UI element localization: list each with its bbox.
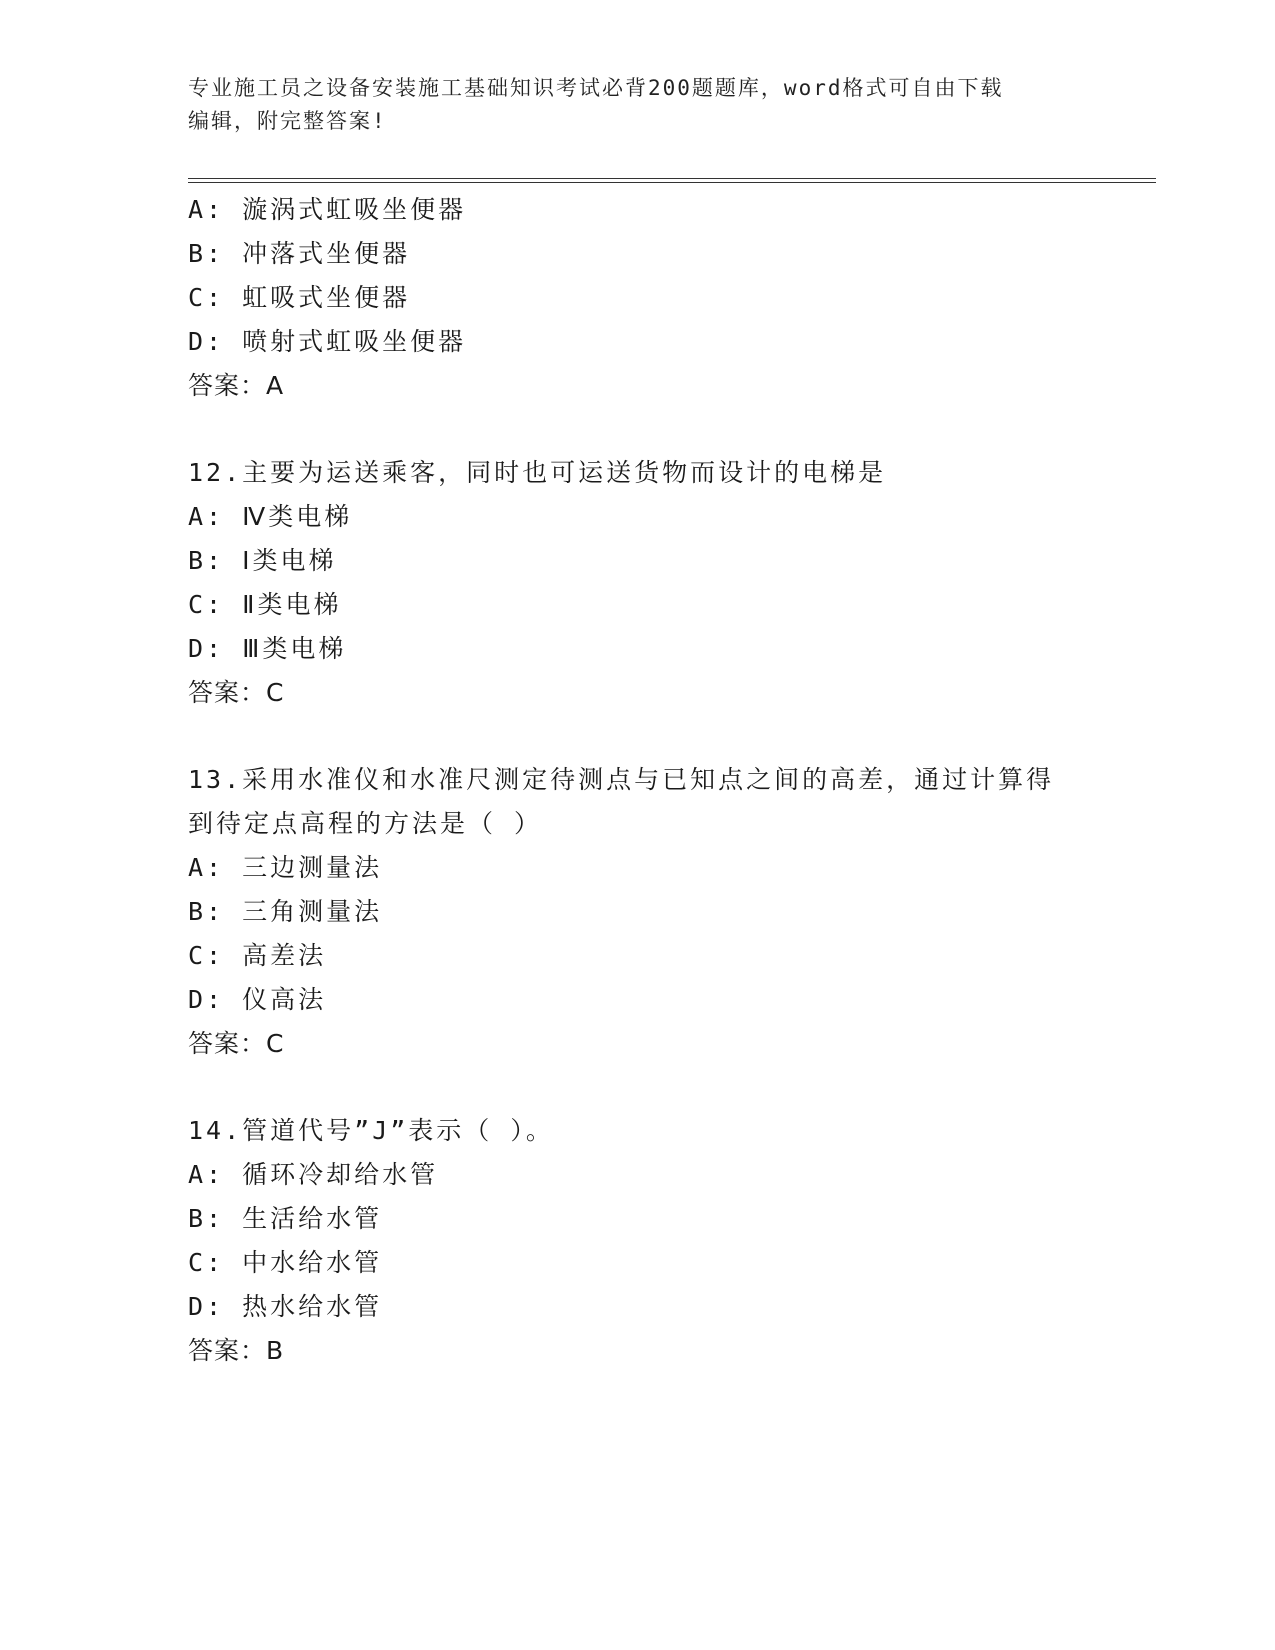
q13-option-b: B: 三角测量法: [188, 897, 383, 926]
q12-option-d: D: Ⅲ类电梯: [188, 634, 347, 663]
q14-option-d: D: 热水给水管: [188, 1292, 383, 1321]
q14-option-c: C: 中水给水管: [188, 1248, 383, 1277]
q12-stem: 12.主要为运送乘客，同时也可运送货物而设计的电梯是: [188, 458, 887, 487]
q11-answer: 答案：A: [188, 371, 285, 400]
q13-stem-line-2: 到待定点高程的方法是（ ）: [188, 809, 543, 838]
header-divider-top: [188, 178, 1156, 179]
q12-option-c: C: Ⅱ类电梯: [188, 590, 342, 619]
q12-answer: 答案：C: [188, 678, 285, 707]
header-line-2: 编辑，附完整答案!: [188, 109, 387, 133]
q14-option-a: A: 循环冷却给水管: [188, 1160, 439, 1189]
document-header: [188, 72, 1088, 138]
q13-option-c: C: 高差法: [188, 941, 327, 970]
q11-option-d: D: 喷射式虹吸坐便器: [188, 327, 467, 356]
q14-stem: 14.管道代号”J”表示（ ）。: [188, 1116, 554, 1145]
q13-option-d: D: 仪高法: [188, 985, 327, 1014]
q13-answer: 答案：C: [188, 1029, 285, 1058]
header-divider-bottom: [188, 182, 1156, 183]
q14-option-b: B: 生活给水管: [188, 1204, 383, 1233]
q13-stem-line-1: 13.采用水准仪和水准尺测定待测点与已知点之间的高差，通过计算得: [188, 765, 1055, 794]
q11-option-a: A: 漩涡式虹吸坐便器: [188, 195, 467, 224]
q12-option-a: A: Ⅳ类电梯: [188, 502, 353, 531]
q11-option-c: C: 虹吸式坐便器: [188, 283, 411, 312]
q14-answer: 答案：B: [188, 1336, 285, 1365]
q12-option-b: B: Ⅰ类电梯: [188, 546, 337, 575]
q13-option-a: A: 三边测量法: [188, 853, 383, 882]
header-line-1: 专业施工员之设备安装施工基础知识考试必背200题题库，word格式可自由下载: [188, 76, 1004, 100]
q11-option-b: B: 冲落式坐便器: [188, 239, 411, 268]
